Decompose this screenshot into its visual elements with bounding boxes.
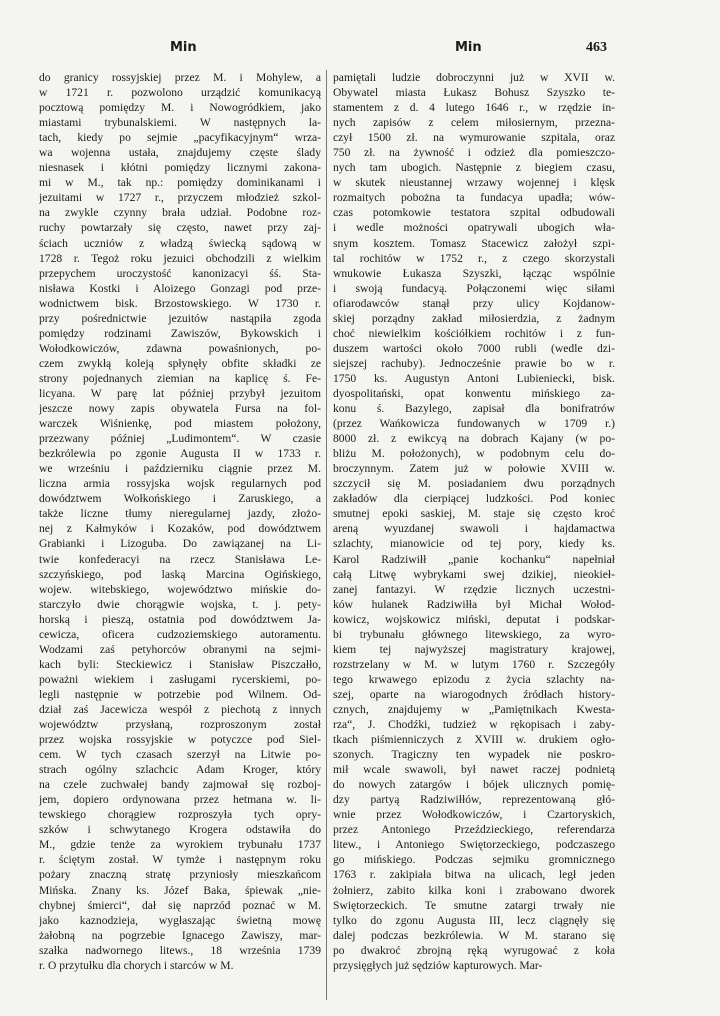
text-line: po dwakroć zbrojną ręką wyrugować z koła (333, 943, 615, 957)
text-line: Swiętorzeckich. Te smutne zatargi trwały nie (333, 898, 615, 912)
text-line: miastami trybunalskiemi. W następnych la- (39, 116, 321, 130)
text-line: nych zapisów z celem miłosiernym, przezna- (333, 116, 615, 130)
text-line: Obywatel miasta Łukasz Bohusz Szyszko te- (333, 86, 615, 100)
text-line: 750 zł. na żywność i odzież dla pomieszczo- (333, 146, 615, 160)
text-line: 1728 r. Tegoż roku jezuici obchodzili z wielkim (39, 251, 321, 265)
text-line: areną wyuzdanej swawoli i hajdamactwa (333, 522, 615, 536)
text-line: wnie przez Wołodkowiczów, i Czartoryskich, (333, 808, 615, 822)
text-line: kiem tej najwyższej magistratury krajowej, (333, 642, 615, 656)
text-line: ściach uczniów z władzą świecką sądową w (39, 236, 321, 250)
text-line: 8000 zł. z ewikcyą na dobrach Kajany (w po- (333, 432, 615, 446)
text-line: tal rochitów w 1752 r., z czego skorzystali (333, 251, 615, 265)
text-line: województw przysłaną, rozproszonym został (39, 718, 321, 732)
text-line: czas potomkowie testatora szpital odbudowali (333, 206, 615, 220)
text-line: jem, dopiero ordynowana przez hetmana w. li- (39, 793, 321, 807)
text-line: i swoją fundacyą. Połączonemi więc siłami (333, 281, 615, 295)
text-line: dzy partyą Radziwiłłów, reprezentowaną głó- (333, 793, 615, 807)
running-header (0, 40, 720, 60)
text-line: legli następnie w potrzebie pod Wilnem. Od- (39, 687, 321, 701)
text-line: żałobną na pogrzebie Ignacego Zawiszy, mar- (39, 928, 321, 942)
text-line: pocztową pomiędzy M. i Nowogródkiem, jako (39, 101, 321, 115)
column-divider (326, 70, 327, 1000)
text-line: cewicza, oficera cudzoziemskiego autoramentu. (39, 627, 321, 641)
text-line: ofiarodawców stanął przy ulicy Kojdanow- (333, 296, 615, 310)
header-left-keyword: Min (170, 40, 197, 55)
text-line: jeszcze nowy zapis obywatela Fursa na fol- (39, 402, 321, 416)
text-line: duszem wartości około 7000 rubli (wedle dzi- (333, 341, 615, 355)
text-line: twie konfederacyi na rzecz Stanisława Le- (39, 552, 321, 566)
text-line: mił wcale swawoli, był nawet raczej podnietą (333, 763, 615, 777)
text-line: mi w M., tak np.: pomiędzy dominikanami i (39, 176, 321, 190)
text-line: strach ogólny szlachcic Adam Kroger, który (39, 763, 321, 777)
text-line: wojew. witebskiego, województwo mińskie do- (39, 582, 321, 596)
text-line: bezkrólewia po zgonie Augusta II w 1733 r. (39, 447, 321, 461)
text-line: do granicy rossyjskiej przez M. i Mohylew, a (39, 71, 321, 84)
text-line: kach byli: Steckiewicz i Stanisław Piszczałło, (39, 657, 321, 671)
text-line: jako kaznodzieja, wygłaszając świetną mowę (39, 913, 321, 927)
text-line: wodnictwem bisk. Brzostowskiego. W 1730 r. (39, 296, 321, 310)
text-column-right (333, 70, 615, 973)
text-line: szałka nadwornego litews., 18 września 1739 (39, 943, 321, 957)
text-line: dalej podczas bezkrólewia. W M. starano się (333, 928, 615, 942)
text-line: jezuitami w 1727 r., przyczem młodzież szkol- (39, 191, 321, 205)
text-line: szlachty, mianowicie od tej pory, kiedy ks. (333, 537, 615, 551)
text-line: przysięgłych już sędziów kapturowych. Mar- (333, 958, 543, 972)
text-line: szków i schwytanego Krogera odstawiła do (39, 823, 321, 837)
text-line: licyana. W parę lat później przybył jezuitom (39, 386, 321, 400)
text-line: 1763 r. zakipiała bitwa na ulicach, legł jeden (333, 868, 615, 882)
text-line: szonych. Tragiczny ten wypadek nie poskro- (333, 748, 615, 762)
text-line: całą Litwę wybrykami swej dzikiej, nieokieł- (333, 567, 615, 581)
text-line: szej, oparte na wiarogodnych źródłach history- (333, 687, 615, 701)
text-line: rozstrzelany w M. w lutym 1760 r. Szczegóły (333, 657, 615, 671)
page-number: 463 (586, 40, 607, 55)
text-line: w 1721 r. pozwolono urządzić komunikacyą (39, 86, 321, 100)
text-line: strony pojednanych ziemian na kaplicę ś. Fe- (39, 371, 321, 385)
text-line: M., gdzie tenże za wyrokiem trybunału 1737 (39, 838, 321, 852)
text-line: dowództwem Wołkońskiego i Zaruskiego, a (39, 492, 321, 506)
text-line: szczycił się M. posiadaniem dwu porządnych (333, 477, 615, 491)
text-line: go mińskiego. Podczas sejmiku gromnicznego (333, 853, 615, 867)
text-line: Mińska. Znany ks. Józef Baka, śpiewak „nie- (39, 883, 321, 897)
text-line: Wodzami zaś petyhorców obranymi na sejmi- (39, 642, 321, 656)
text-line: tewskiego chorągiew rozproszyła tych opry- (39, 808, 321, 822)
text-line: nej z Kałmyków i Kozaków, pod dowództwem (39, 522, 321, 536)
text-line: szczyńskiego, pod laską Marcina Ogińskiego, (39, 567, 321, 581)
text-line: r. O przytułku dla chorych i starców w M. (39, 958, 234, 972)
text-line: konu ś. Bazylego, zapisał dla bonifratrów (333, 402, 615, 416)
text-line: tach, kiedy po sejmie „pacyfikacyjnym“ wrza- (39, 131, 321, 145)
text-line: 1750 ks. Augustyn Antoni Lubieniecki, bisk. (333, 371, 615, 385)
text-line: cem. W tych czasach szerzył na Litwie po- (39, 748, 321, 762)
text-line: czył 1500 zł. na wymurowanie szpitala, oraz (333, 131, 615, 145)
text-line: zanej fantazyi. W rzędzie licznych uczestni- (333, 582, 615, 596)
text-line: tego krwawego epizodu z życia szlachty na- (333, 672, 615, 686)
text-line: nych tam ubogich. Następnie z biegiem czasu, (333, 161, 615, 175)
text-line: choć niewielkim kościółkiem rochitów i z fun- (333, 326, 615, 340)
text-line: zakładów dla cierpiącej ludzkości. Pod koniec (333, 492, 615, 506)
text-line: przepychem uroczystość kanonizacyi śś. Sta- (39, 266, 321, 280)
text-line: niesnasek i kłótni pomiędzy licznymi zakona- (39, 161, 321, 175)
text-line: tylko do zgonu Augusta III, lecz ciągnęły się (333, 913, 615, 927)
text-line: rozmaitych pobożna ta fundacya upadła; wów- (333, 191, 615, 205)
text-line: stamentem z d. 4 lutego 1646 r., w rzędzie in- (333, 101, 615, 115)
text-line: snym kosztem. Tomasz Stacewicz założył szpi- (333, 236, 615, 250)
text-line: przezwany później „Ludimontem“. W czasie (39, 432, 321, 446)
text-line: rza“, J. Chodźki, tudzież w rękopisach i zaby- (333, 718, 615, 732)
text-line: starczyło dwie chorągwie wojska, t. j. pety- (39, 597, 321, 611)
text-line: także liczne tłumy nieregularnej jazdy, złożo- (39, 507, 321, 521)
text-line: przez wojska rossyjskie w potyczce pod Siel- (39, 733, 321, 747)
text-line: Grabianki i Lizoguba. Do zawiązanej na Li- (39, 537, 321, 551)
text-line: do nowych zatargów i bójek ulicznych pomię- (333, 778, 615, 792)
text-line: poważni wiekiem i zasługami rycerskiemi, po- (39, 672, 321, 686)
text-line: siejszej rachuby). Jednocześnie prawie bo w r. (333, 356, 615, 370)
text-line: ruchy powtarzały się często, nawet przy zaj- (39, 221, 321, 235)
text-line: Wołodkowiczów, zdawna powaśnionych, po- (39, 341, 321, 355)
text-line: smutnej epoki saskiej, M. staje się często kroć (333, 507, 615, 521)
text-line: przez Antoniego Przeździeckiego, referendarza (333, 823, 615, 837)
text-line: dział zaś Jacewicza wespół z piechotą z innych (39, 702, 321, 716)
text-line: na czele zuchwałej bandy zajmował się rozboj- (39, 778, 321, 792)
text-line: r. ściętym został. W tymże i następnym roku (39, 853, 321, 867)
text-line: wa wojenna ustała, znajdujemy częste ślady (39, 146, 321, 160)
text-line: broczynnym. Zatem już w połowie XVIII w. (333, 462, 615, 476)
text-line: litew., i Antoniego Swiętorzeckiego, podczaszego (333, 838, 615, 852)
text-line: nisława Kostki i Aloizego Gonzagi pod prze- (39, 281, 321, 295)
text-line: kowicz, wojskowicz miński, deputat i podskar- (333, 612, 615, 626)
text-line: skiej porządny zakład miłosierdzia, z żadnym (333, 311, 615, 325)
text-line: żołnierz, zabito kilka koni i zrabowano dworek (333, 883, 615, 897)
text-line: we wrześniu i październiku ciągnie przez M. (39, 462, 321, 476)
header-right-keyword: Min (455, 40, 482, 55)
text-line: horską i pieszą, ostatnia pod dowództwem Ja- (39, 612, 321, 626)
text-line: ków hulanek Radziwiłła był Michał Wołod- (333, 597, 615, 611)
text-line: Karol Radziwiłł „panie kochanku“ napełniał (333, 552, 615, 566)
text-line: cznych, znajdujemy w „Pamiętnikach Kwesta- (333, 702, 615, 716)
text-line: przy pośrednictwie jezuitów nastąpiła zgoda (39, 311, 321, 325)
text-column-left (39, 70, 321, 973)
text-line: chybnej śmierci“, dał się naprzód poznać w M. (39, 898, 321, 912)
text-line: warczek Wiśnienkę, pod miastem położony, (39, 417, 321, 431)
text-line: pożary znaczną stratę przyniosły mieszkańcom (39, 868, 321, 882)
text-line: liczna armia rossyjska wojsk regularnych pod (39, 477, 321, 491)
text-line: pamiętali ludzie dobroczynni już w XVII w. (333, 71, 615, 84)
text-line: czem zwykłą koleją spłynęły obfite składki ze (39, 356, 321, 370)
text-line: pomiędzy rodzinami Zawiszów, Bykowskich i (39, 326, 321, 340)
text-line: tkach piśmienniczych z XVIII w. drukiem ogło- (333, 733, 615, 747)
text-line: w skutek nieustannej wrzawy wojennej i klęsk (333, 176, 615, 190)
text-line: dyospolitański, opat konwentu mińskiego za- (333, 386, 615, 400)
text-line: i wedle możności opatrywali ubogich wła- (333, 221, 615, 235)
text-line: wnukowie Łukasza Szyszki, łącząc wspólnie (333, 266, 615, 280)
text-line: (przez Wańkowicza fundowanych w 1709 r.) (333, 417, 615, 431)
text-line: na zwykle czynny brała udział. Podobne roz- (39, 206, 321, 220)
text-line: bi trybunału głównego litewskiego, za wyro- (333, 627, 615, 641)
text-line: bliżu M. położonych), w podobnym celu do- (333, 447, 615, 461)
